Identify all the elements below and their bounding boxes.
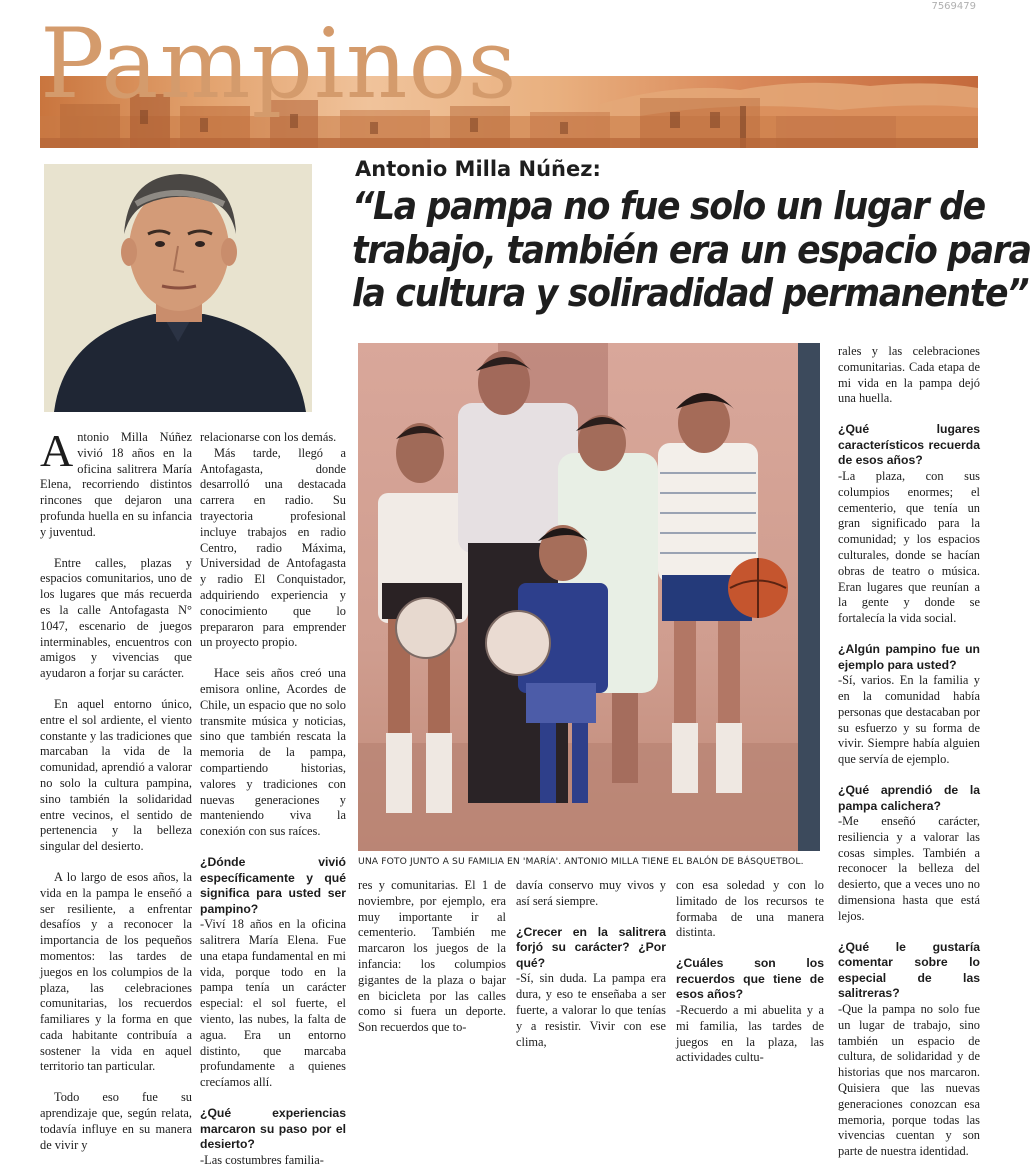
article-column-2 [200,430,346,1169]
paragraph: En aquel entorno único, entre el sol ardiente, el viento constante y las tradiciones que marcaban la vida de la comunidad, aprendió a valorar no solo la cultura pampina, sino también la solidaridad entre vecinos, el sentido de pertenencia y la belleza singular del desierto. [40,696,192,854]
portrait-photo [44,164,312,412]
interview-question: ¿Crecer en la salitrera forjó su carácter? ¿Por qué? [516,924,666,970]
headline-line: “La pampa no fue solo un lugar de [352,184,985,229]
interview-question: ¿Qué aprendió de la pampa calichera? [838,782,980,813]
paragraph: Todo eso fue su aprendizaje que, según relata, todavía influye en su manera de vivir y [40,1090,192,1152]
article-column-1 [40,425,192,1153]
interview-question: ¿Cuáles son los recuerdos que tiene de esos años? [676,956,824,1002]
paragraph: con esa soledad y con lo limitado de los recursos te formaba de una manera distinta. [676,878,824,940]
paragraph: A lo largo de esos años, la vida en la pampa le enseñó a ser resiliente, a enfrentar desafíos y a reconocer la importancia de los pequeños momentos: las tardes de juegos en los columpios de la plaza, las celebraciones comunitarias, los recuerdos familiares y la forma en que cada habitante contribuía a sostener la vida en aquel territorio tan particular. [40,869,192,1074]
interview-answer: -Recuerdo a mi abuelita y a mi familia, las tardes de juegos en la plaza, las actividades cultu- [676,1002,824,1065]
interview-question: ¿Qué experiencias marcaron su paso por el desierto? [200,1106,346,1152]
interview-question: ¿Dónde vivió específicamente y qué significa para usted ser pampino? [200,854,346,916]
photo-edge [798,343,820,851]
interview-answer: -Las costumbres familia- [200,1152,324,1167]
article-column-3 [358,878,506,1036]
headline [352,184,1031,316]
interview-answer: -Sí, sin duda. La pampa era dura, y eso te enseñaba a ser fuerte, a valorar lo que tenías y a resistir. Vivir con ese clima, [516,971,666,1049]
headline-line: trabajo, también era un espacio para [352,227,1031,273]
paragraph: res y comunitarias. El 1 de noviembre, por ejemplo, era muy importante ir al cementerio. También me marcaron los juegos de la infancia: los columpios gigantes de la plaza o bajar en bicicleta por las calles como si fuera un deporte. Son recuerdos que to- [358,878,506,1035]
photo-caption: UNA FOTO JUNTO A SU FAMILIA EN 'MARÍA'. ANTONIO MILLA TIENE EL BALÓN DE BÁSQUETBOL. [358,856,804,867]
article-column-4 [516,878,666,1050]
article-column-5 [676,878,824,1066]
headline-line: la cultura y soliradidad permanente” [352,271,1029,316]
paragraph: rales y las celebraciones comunitarias. Cada etapa de mi vida en la pampa dejó una huella. [838,344,980,406]
interview-answer: -La plaza, con sus columpios enormes; el cementerio, que tenía un gran significado para la comunidad; y los espacios culturales, donde se hacían obras de teatro o música. Eran lugares que reunían a la gente y donde se fortalecía la vida social. [838,468,980,626]
interviewee-name: Antonio Milla Núñez: [355,157,601,181]
interview-question: ¿Qué lugares característicos recuerda de esos años? [838,422,980,468]
page-id: 7569479 [931,1,976,12]
interview-answer: -Que la pampa no solo fue un lugar de trabajo, sino también un espacio de cultura, de solidaridad y de historias que nos marcaron. Quisiera que las nuevas generaciones conozcan esa memoria, porque todas las vivencias cuentan y son parte de nuestra identidad. [838,1002,980,1159]
family-photo [358,343,820,851]
paragraph: relacionarse con los demás. [200,430,337,444]
interview-answer: -Me enseñó carácter, resiliencia y a valorar las cosas simples. También a reconocer la belleza del desierto, que a veces uno no dimensiona hasta que está lejos. [838,814,980,923]
interview-answer: -Sí, varios. En la familia y en la comunidad había personas que destacaban por su esfuerzo y su forma de vivir. Siempre había alguien que servía de ejemplo. [838,673,980,767]
paragraph: Más tarde, llegó a Antofagasta, donde desarrolló una destacada carrera en radio. Su trayectoria profesional incluye trabajos en radio Centro, radio Máxima, Universidad de Antofagasta y radio El Conquistador, adquiriendo experiencia y conocimiento que lo prepararon para emprender un proyecto propio. [200,445,346,650]
paragraph: Antonio Milla Núñez vivió 18 años en la oficina salitrera María Elena, recorriendo distintos rincones que dejaron una profunda huella en su infancia y juventud. [40,425,192,539]
interview-answer: -Viví 18 años en la oficina salitrera María Elena. Fue una etapa fundamental en mi vida, porque todo en la pampa tenía un carácter especial: el sol fuerte, el viento, las nubes, la falta de agua. Era un entorno distinto, que marcaba profundamente a quienes crecíamos allí. [200,917,346,1090]
drop-cap: A [40,425,74,476]
article-column-6 [838,344,980,1160]
paragraph: davía conservo muy vivos y así será siempre. [516,878,666,908]
paragraph: Entre calles, plazas y espacios comunitarios, uno de los lugares que más recuerda es la calle Antofagasta N° 1047, escenario de juegos interminables, encuentros con amigos y vivencias que ayudaron a forjar su carácter. [40,555,192,681]
interview-question: ¿Algún pampino fue un ejemplo para usted? [838,641,980,672]
section-title: Pampinos [40,8,518,120]
interview-question: ¿Qué le gustaría comentar sobre lo especial de las salitreras? [838,939,980,1001]
paragraph: Hace seis años creó una emisora online, Acordes de Chile, un espacio que no solo transmite música y noticias, sino que también rescata la memoria de la pampa, compartiendo historias, valores y tradiciones con nuevas generaciones y manteniendo viva la conexión con sus raíces. [200,666,346,839]
